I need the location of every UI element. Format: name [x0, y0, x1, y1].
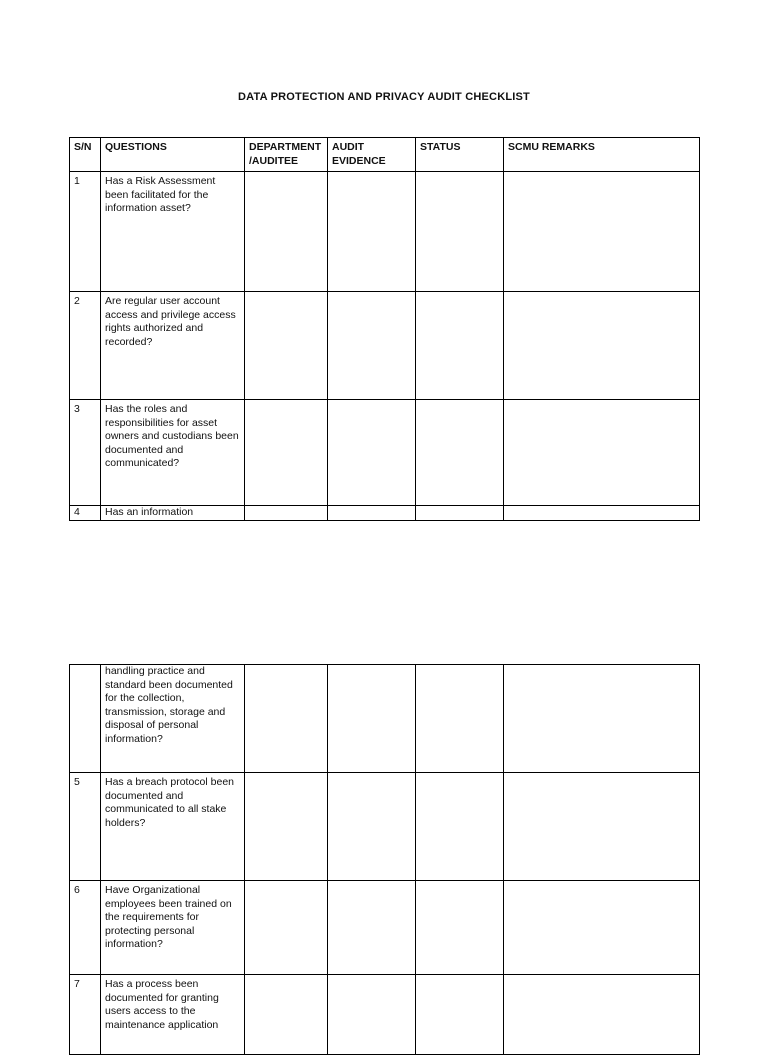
- table-row: [70, 773, 700, 881]
- table-row: [70, 975, 700, 1055]
- status-cell[interactable]: [416, 773, 504, 881]
- row-question: handling practice and standard been documented for the collection, transmission, storage and disposal of personal information?: [101, 665, 245, 773]
- audit-evidence-cell[interactable]: [328, 773, 416, 881]
- document-title: DATA PROTECTION AND PRIVACY AUDIT CHECKLIST: [238, 91, 530, 103]
- row-sn: 3: [70, 400, 101, 506]
- header-status: STATUS: [416, 138, 504, 172]
- header-audit-evidence: AUDIT EVIDENCE: [328, 138, 416, 172]
- row-sn: 4: [70, 506, 101, 521]
- row-question: Has a Risk Assessment been facilitated for the information asset?: [101, 172, 245, 292]
- remarks-cell[interactable]: [504, 773, 700, 881]
- status-cell[interactable]: [416, 975, 504, 1055]
- row-question: Have Organizational employees been trained on the requirements for protecting personal information?: [101, 881, 245, 975]
- status-cell[interactable]: [416, 881, 504, 975]
- header-sn: S/N: [70, 138, 101, 172]
- header-department: DEPARTMENT /AUDITEE: [245, 138, 328, 172]
- remarks-cell[interactable]: [504, 975, 700, 1055]
- table-row: [70, 665, 700, 773]
- remarks-cell[interactable]: [504, 665, 700, 773]
- audit-evidence-cell[interactable]: [328, 665, 416, 773]
- department-cell[interactable]: [245, 975, 328, 1055]
- row-question: Has a breach protocol been documented and communicated to all stake holders?: [101, 773, 245, 881]
- remarks-cell[interactable]: [504, 881, 700, 975]
- department-cell[interactable]: [245, 773, 328, 881]
- row-question: Has the roles and responsibilities for asset owners and custodians been documented and communicated?: [101, 400, 245, 506]
- row-sn: 7: [70, 975, 101, 1055]
- table-row: [70, 881, 700, 975]
- checklist-table-page-2: [69, 664, 700, 1055]
- audit-evidence-cell[interactable]: [328, 881, 416, 975]
- row-sn: 6: [70, 881, 101, 975]
- row-question: Has an information: [101, 506, 245, 521]
- audit-evidence-cell[interactable]: [328, 975, 416, 1055]
- status-cell[interactable]: [416, 665, 504, 773]
- row-sn: 2: [70, 292, 101, 400]
- department-cell[interactable]: [245, 665, 328, 773]
- header-questions: QUESTIONS: [101, 138, 245, 172]
- row-question: Has a process been documented for granting users access to the maintenance application: [101, 975, 245, 1055]
- row-question: Are regular user account access and privilege access rights authorized and recorded?: [101, 292, 245, 400]
- row-sn: 1: [70, 172, 101, 292]
- row-sn: 5: [70, 773, 101, 881]
- row-sn: [70, 665, 101, 773]
- department-cell[interactable]: [245, 881, 328, 975]
- header-scmu-remarks: SCMU REMARKS: [504, 138, 700, 172]
